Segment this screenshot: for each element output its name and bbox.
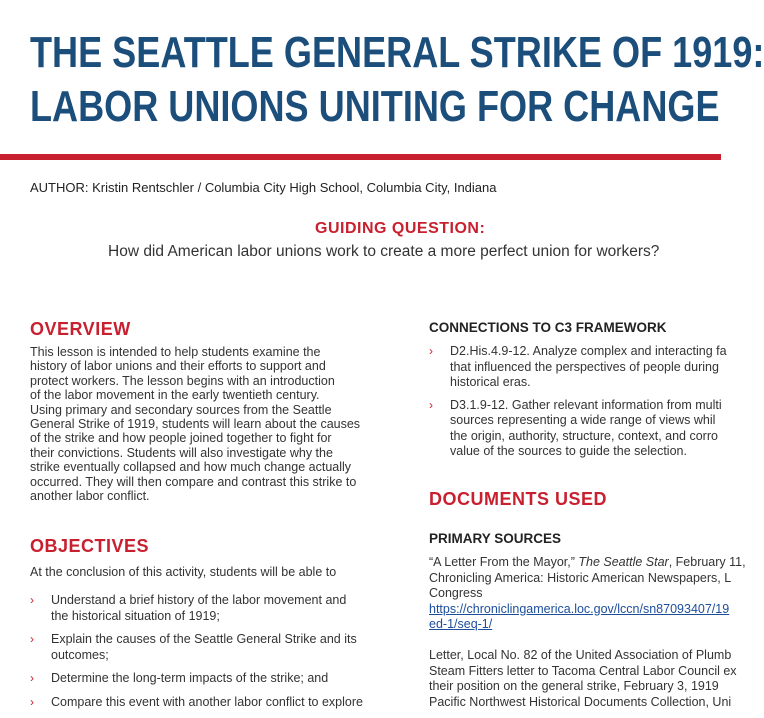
overview-heading: OVERVIEW xyxy=(30,319,131,339)
overview-line: their convictions. Students will also investigate why the xyxy=(30,445,333,460)
overview-line: protect workers. The lesson begins with an introduction xyxy=(30,373,335,388)
overview-paragraph xyxy=(30,345,360,503)
guiding-question-label: GUIDING QUESTION: xyxy=(315,220,486,237)
overview-line: another labor conflict. xyxy=(30,489,150,504)
overview-line: General Strike of 1919, students will learn about the causes xyxy=(30,417,361,432)
chevron-right-icon: › xyxy=(30,671,34,685)
objectives-list xyxy=(30,593,380,718)
overview-line: of the labor movement in the early twentieth century. xyxy=(30,388,320,403)
overview-line: history of labor unions and their efforts to support and xyxy=(30,359,326,374)
primary-sources-heading: PRIMARY SOURCES xyxy=(429,531,562,546)
source-link[interactable]: https://chroniclingamerica.loc.gov/lccn/sn87093407/19 xyxy=(429,601,730,616)
title-line-2: LABOR UNIONS UNITING FOR CHANGE xyxy=(30,82,720,131)
overview-line: of the strike and how people joined together to fight for xyxy=(30,431,332,446)
overview-line: Using primary and secondary sources from the Seattle xyxy=(30,402,332,417)
documents-heading: DOCUMENTS USED xyxy=(429,489,608,509)
overview-line: occurred. They will then compare and contrast this strike to xyxy=(30,474,357,489)
chevron-right-icon: › xyxy=(30,593,34,607)
overview-line: This lesson is intended to help students examine the xyxy=(30,345,321,359)
list-item: › Determine the long-term impacts of the strike; and xyxy=(30,671,329,685)
guiding-question-text: How did American labor unions work to create a more perfect union for workers? xyxy=(108,243,660,260)
chevron-right-icon: › xyxy=(429,344,433,358)
list-item: › D3.1.9-12. Gather relevant information from multi sources representing a wide range of views whil the origin, authority, structure, context, and corro value of the sources to guide the selection. xyxy=(429,397,722,458)
objectives-heading: OBJECTIVES xyxy=(30,536,150,556)
list-item: › D2.His.4.9-12. Analyze complex and interacting fa that influenced the perspectives of people during historical eras. xyxy=(429,344,727,389)
page-title xyxy=(30,26,764,134)
title-line-1: THE SEATTLE GENERAL STRIKE OF 1919: xyxy=(30,28,764,77)
list-item: › Understand a brief history of the labor movement and the historical situation of 1919; xyxy=(30,593,347,623)
source-link[interactable]: ed-1/seq-1/ xyxy=(429,617,493,631)
primary-source-1: “A Letter From the Mayor,” The Seattle Star, February 11, Chronicling America: Historic American Newspapers, L Congress https://chroniclingamerica.loc.gov/lccn/sn87093407/19 ed-1/seq-1/ xyxy=(429,555,746,631)
list-item: › Explain the causes of the Seattle General Strike and its outcomes; xyxy=(30,632,357,662)
c3-heading: CONNECTIONS TO C3 FRAMEWORK xyxy=(429,320,667,335)
chevron-right-icon: › xyxy=(30,632,34,646)
primary-source-2: Letter, Local No. 82 of the United Association of Plumb Steam Fitters letter to Tacoma Central Labor Council ex their position on the general strike, February 3, 1919 Pacific Northwest Historical Documents Collection, Uni xyxy=(429,648,737,709)
header-divider xyxy=(0,154,721,160)
chevron-right-icon: › xyxy=(429,397,433,412)
objectives-intro: At the conclusion of this activity, students will be able to xyxy=(30,565,337,579)
overview-line: strike eventually collapsed and how much change actually xyxy=(30,460,352,475)
author-line: AUTHOR: Kristin Rentschler / Columbia City High School, Columbia City, Indiana xyxy=(30,180,497,195)
list-item: › Compare this event with another labor conflict to explore xyxy=(30,694,363,709)
chevron-right-icon: › xyxy=(30,694,34,709)
c3-list xyxy=(429,344,727,468)
